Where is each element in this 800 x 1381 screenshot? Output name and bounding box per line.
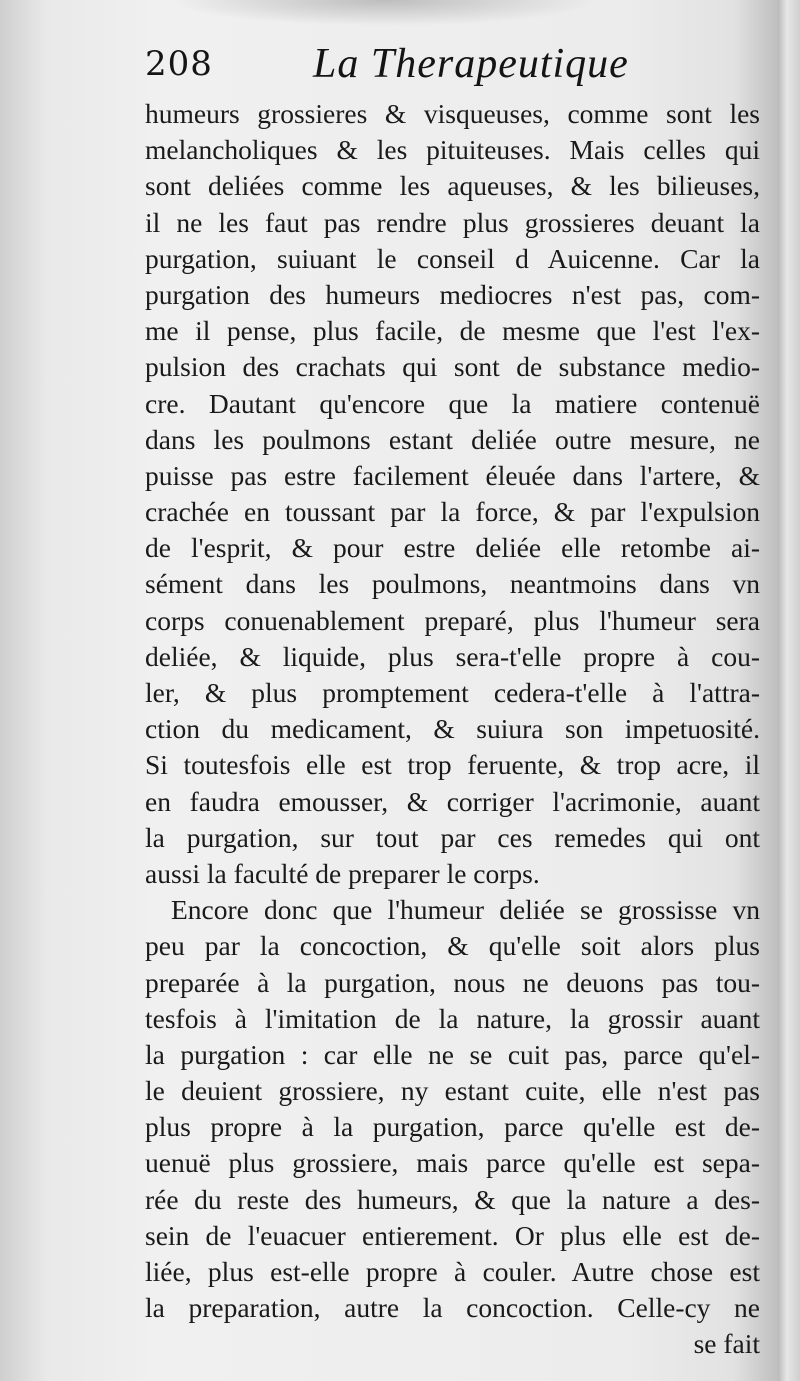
text-line: melancholiques & les pituiteuses. Mais celles qui: [145, 134, 760, 166]
text-line: rée du reste des humeurs, & que la nature a des-: [145, 1183, 760, 1215]
text-line: puisse pas estre facilement éleuée dans l'artere, &: [145, 459, 760, 491]
text-line: dans les poulmons estant deliée outre mesure, ne: [145, 423, 760, 455]
text-line: deliée, & liquide, plus sera-t'elle propre à cou-: [145, 640, 760, 672]
paragraph-first-line: Encore donc que l'humeur deliée se grossisse vn: [171, 894, 760, 926]
text-line: Si toutesfois elle est trop feruente, & trop acre, il: [145, 749, 760, 781]
page-header: [145, 40, 760, 90]
text-line: plus propre à la purgation, parce qu'elle est de-: [145, 1111, 760, 1143]
page-number: 208: [145, 44, 213, 84]
text-line: uenuë plus grossiere, mais parce qu'elle est sepa-: [145, 1147, 760, 1179]
text-line: crachée en toussant par la force, & par l'expulsion: [145, 496, 760, 528]
text-line: liée, plus est-elle propre à couler. Autre chose est: [145, 1256, 760, 1287]
text-line: humeurs grossieres & visqueuses, comme sont les: [145, 98, 760, 129]
text-line: aussi la faculté de preparer le corps.: [145, 857, 540, 889]
text-line: cre. Dautant qu'encore que la matiere contenuë: [145, 387, 760, 419]
text-line: sein de l'euacuer entierement. Or plus elle est de-: [145, 1219, 760, 1251]
body-text: [145, 96, 760, 1363]
text-line: tesfois à l'imitation de la nature, la grossir auant: [145, 1002, 760, 1034]
text-line: corps conuenablement preparé, plus l'humeur sera: [145, 604, 760, 636]
text-line: le deuient grossiere, ny estant cuite, elle n'est pas: [145, 1075, 760, 1107]
book-gutter-edge: [778, 0, 800, 1381]
text-line: purgation des humeurs mediocres n'est pas, com-: [145, 278, 760, 310]
running-title: La Therapeutique: [313, 41, 629, 87]
text-line: sément dans les poulmons, neantmoins dans vn: [145, 568, 760, 600]
text-line: peu par la concoction, & qu'elle soit alors plus: [145, 930, 760, 962]
text-line: ction du medicament, & suiura son impetuosité.: [145, 713, 760, 745]
text-line: la purgation : car elle ne se cuit pas, parce qu'el-: [145, 1038, 760, 1070]
text-line: preparée à la purgation, nous ne deuons pas tou-: [145, 966, 760, 998]
text-line: purgation, suiuant le conseil d Auicenne. Car la: [145, 242, 760, 274]
text-line: pulsion des crachats qui sont de substance medio-: [145, 351, 760, 383]
text-line: la preparation, autre la concoction. Celle-cy ne: [145, 1292, 760, 1324]
text-line: la purgation, sur tout par ces remedes qui ont: [145, 821, 760, 853]
text-line: me il pense, plus facile, de mesme que l'est l'ex-: [145, 315, 760, 347]
text-line: de l'esprit, & pour estre deliée elle retombe ai-: [145, 532, 760, 564]
text-line: en faudra emousser, & corriger l'acrimonie, auant: [145, 785, 760, 817]
page-top-shadow: [170, 0, 600, 26]
catchword: se fait: [693, 1328, 760, 1360]
text-line: il ne les faut pas rendre plus grossieres deuant la: [145, 206, 760, 238]
text-line: sont deliées comme les aqueuses, & les bilieuses,: [145, 170, 760, 202]
text-line: ler, & plus promptement cedera-t'elle à l'attra-: [145, 677, 760, 708]
